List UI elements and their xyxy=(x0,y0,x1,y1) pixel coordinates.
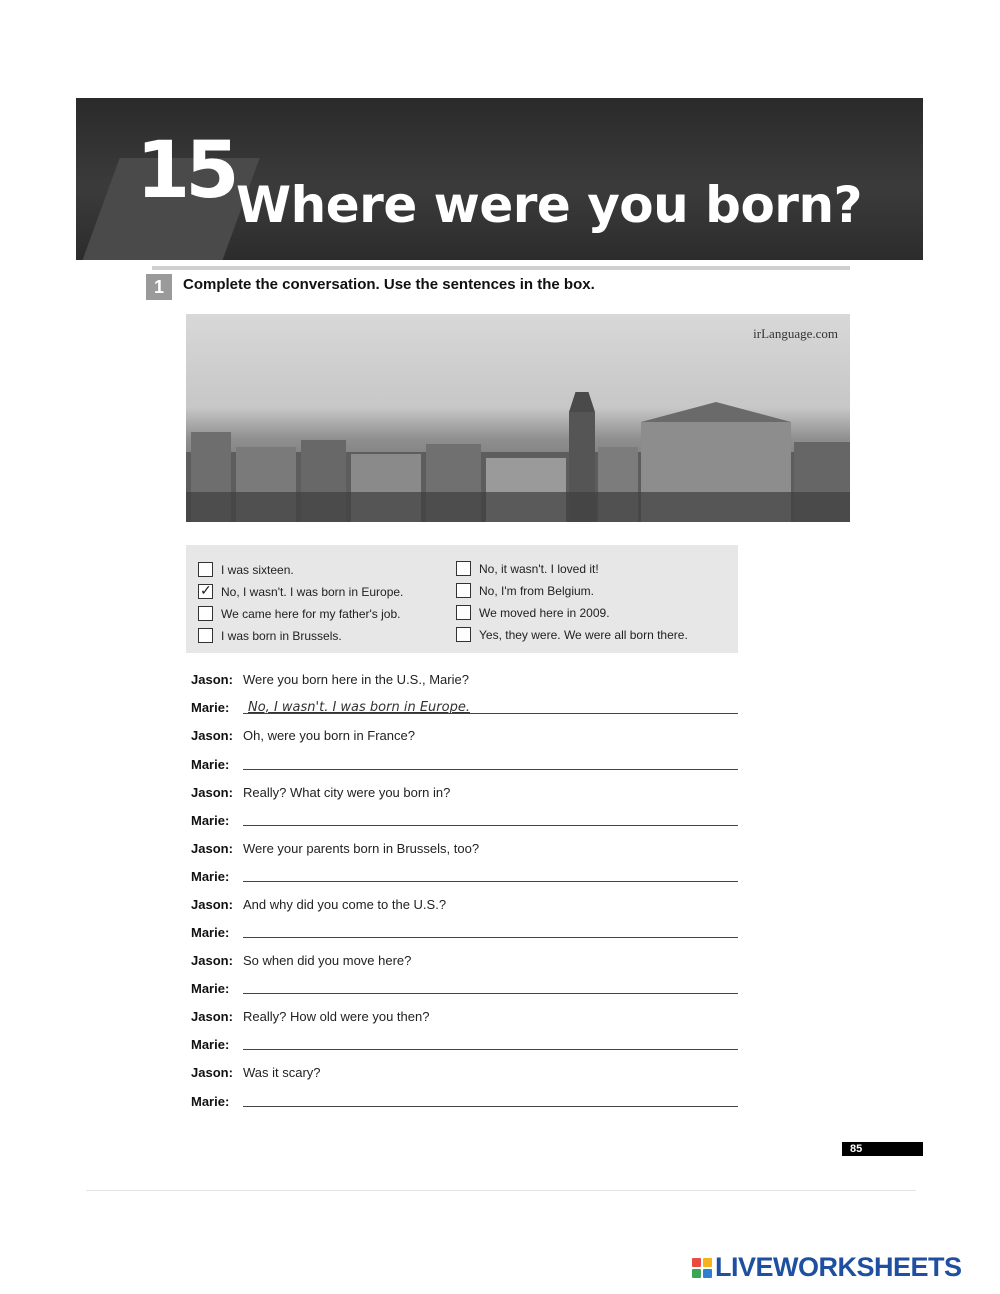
page-bottom-divider xyxy=(86,1190,916,1191)
dialogue-text: And why did you come to the U.S.? xyxy=(243,897,447,912)
speaker-name: Marie: xyxy=(191,813,230,828)
option-label: No, it wasn't. I loved it! xyxy=(479,561,599,576)
speaker-name: Jason: xyxy=(191,1009,233,1024)
dialogue-text: Were you born here in the U.S., Marie? xyxy=(243,672,469,687)
option-label: No, I'm from Belgium. xyxy=(479,583,594,598)
option-label: No, I wasn't. I was born in Europe. xyxy=(221,584,404,599)
dialogue-line xyxy=(191,953,411,968)
option-item[interactable] xyxy=(198,584,403,599)
option-checkbox[interactable] xyxy=(456,561,471,576)
answer-input[interactable] xyxy=(243,979,738,994)
option-item[interactable] xyxy=(456,605,610,620)
dialogue-line xyxy=(191,869,243,884)
speaker-name: Marie: xyxy=(191,700,230,715)
dialogue-line xyxy=(191,672,469,687)
speaker-name: Jason: xyxy=(191,672,233,687)
city-skyline-photo xyxy=(186,314,850,522)
dialogue-text: Was it scary? xyxy=(243,1065,321,1080)
answer-input[interactable] xyxy=(243,867,738,882)
speaker-name: Marie: xyxy=(191,757,230,772)
unit-title: Where were you born? xyxy=(236,176,863,234)
answer-input[interactable] xyxy=(243,923,738,938)
speaker-name: Jason: xyxy=(191,953,233,968)
dialogue-line xyxy=(191,813,243,828)
dialogue-line xyxy=(191,757,243,772)
dialogue-line xyxy=(191,1009,429,1024)
speaker-name: Marie: xyxy=(191,869,230,884)
option-checkbox[interactable] xyxy=(198,628,213,643)
answer-input[interactable] xyxy=(243,811,738,826)
option-item[interactable] xyxy=(198,628,342,643)
exercise-instruction: Complete the conversation. Use the sentences in the box. xyxy=(183,276,595,293)
dialogue-line xyxy=(191,981,243,996)
option-checkbox[interactable] xyxy=(456,627,471,642)
option-item[interactable] xyxy=(456,561,599,576)
option-label: I was sixteen. xyxy=(221,562,294,577)
brand-name: LIVEWORKSHEETS xyxy=(715,1252,962,1282)
answer-input[interactable] xyxy=(243,1092,738,1107)
liveworksheets-brand[interactable] xyxy=(692,1252,962,1283)
photo-watermark: irLanguage.com xyxy=(753,326,838,341)
dialogue-line xyxy=(191,728,415,743)
dialogue-line xyxy=(191,925,243,940)
dialogue-text: So when did you move here? xyxy=(243,953,412,968)
speaker-name: Marie: xyxy=(191,925,230,940)
speaker-name: Marie: xyxy=(191,981,230,996)
speaker-name: Marie: xyxy=(191,1094,230,1109)
dialogue-text: Really? What city were you born in? xyxy=(243,785,451,800)
speaker-name: Jason: xyxy=(191,897,233,912)
speaker-name: Jason: xyxy=(191,1065,233,1080)
dialogue-text: Really? How old were you then? xyxy=(243,1009,430,1024)
option-checkbox[interactable] xyxy=(198,562,213,577)
option-checkbox[interactable] xyxy=(456,583,471,598)
dialogue-line xyxy=(191,1094,243,1109)
dialogue-line xyxy=(191,897,446,912)
dialogue-line xyxy=(191,1037,243,1052)
unit-header-banner xyxy=(76,98,923,260)
page-number: 85 xyxy=(842,1142,923,1156)
answer-input[interactable] xyxy=(243,1035,738,1050)
answer-value: No, I wasn't. I was born in Europe. xyxy=(248,700,470,715)
dialogue-text: Were your parents born in Brussels, too? xyxy=(243,841,480,856)
header-divider xyxy=(152,266,850,270)
option-checkbox[interactable] xyxy=(198,584,213,599)
liveworksheets-logo-icon xyxy=(692,1258,712,1278)
option-item[interactable] xyxy=(198,606,400,621)
option-checkbox[interactable] xyxy=(198,606,213,621)
option-item[interactable] xyxy=(456,627,688,642)
speaker-name: Jason: xyxy=(191,785,233,800)
exercise-number: 1 xyxy=(146,274,172,300)
speaker-name: Jason: xyxy=(191,728,233,743)
dialogue-text: Oh, were you born in France? xyxy=(243,728,415,743)
speaker-name: Marie: xyxy=(191,1037,230,1052)
option-item[interactable] xyxy=(198,562,294,577)
sentence-box xyxy=(186,545,738,653)
option-label: We moved here in 2009. xyxy=(479,605,610,620)
option-item[interactable] xyxy=(456,583,594,598)
speaker-name: Jason: xyxy=(191,841,233,856)
option-label: We came here for my father's job. xyxy=(221,606,401,621)
dialogue-line xyxy=(191,1065,321,1080)
option-label: I was born in Brussels. xyxy=(221,628,342,643)
dialogue-line xyxy=(191,841,479,856)
unit-number: 15 xyxy=(136,126,235,216)
dialogue-line xyxy=(191,700,243,715)
skyline-illustration xyxy=(186,392,850,522)
option-checkbox[interactable] xyxy=(456,605,471,620)
option-label: Yes, they were. We were all born there. xyxy=(479,627,688,642)
dialogue-line xyxy=(191,785,450,800)
answer-input[interactable] xyxy=(243,755,738,770)
